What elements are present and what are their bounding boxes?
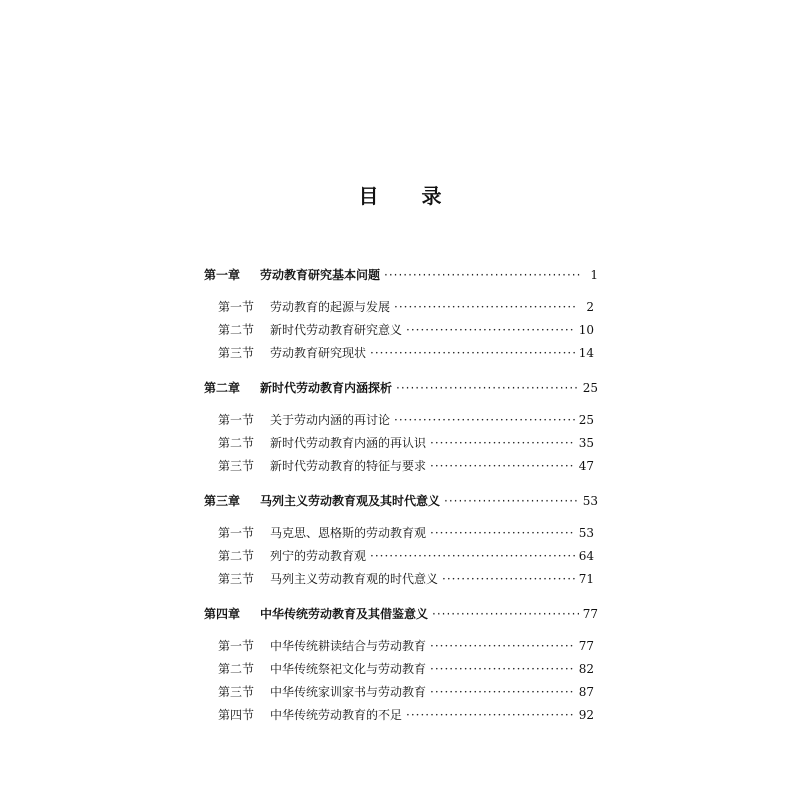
section-entry[interactable] [204, 432, 598, 455]
toc-list [204, 262, 598, 737]
dot-leader [394, 296, 576, 319]
section-title: 劳动教育的起源与发展 [270, 300, 391, 314]
dot-leader [444, 488, 579, 514]
section-title: 关于劳动内涵的再讨论 [270, 413, 391, 427]
page-number: 47 [578, 459, 594, 473]
page-number: 64 [578, 549, 594, 563]
section-label: 第二节 [218, 436, 255, 450]
section-label: 第二节 [218, 662, 255, 676]
section-title: 中华传统家训家书与劳动教育 [270, 685, 427, 699]
page-number: 71 [578, 572, 594, 586]
dot-leader [396, 375, 579, 401]
section-entry[interactable] [204, 296, 598, 319]
chapter-title: 中华传统劳动教育及其借鉴意义 [260, 607, 429, 621]
dot-leader [430, 432, 575, 455]
section-title: 中华传统劳动教育的不足 [270, 708, 403, 722]
section-entry[interactable] [204, 635, 598, 658]
section-entry[interactable] [204, 455, 598, 478]
section-entry[interactable] [204, 545, 598, 568]
chapter-label: 第三章 [204, 494, 241, 508]
section-label: 第三节 [218, 572, 255, 586]
section-title: 新时代劳动教育研究意义 [270, 323, 403, 337]
chapter-label: 第一章 [204, 268, 241, 282]
section-label: 第三节 [218, 685, 255, 699]
section-label: 第四节 [218, 708, 255, 722]
page-number: 2 [586, 300, 594, 314]
dot-leader [406, 704, 575, 727]
section-label: 第一节 [218, 639, 255, 653]
page-number: 10 [578, 323, 594, 337]
dot-leader [430, 522, 575, 545]
section-title: 劳动教育研究现状 [270, 346, 367, 360]
section-entry[interactable] [204, 522, 598, 545]
section-title: 列宁的劳动教育观 [270, 549, 367, 563]
page-number: 77 [578, 639, 594, 653]
dot-leader [430, 681, 575, 704]
page-number: 77 [582, 607, 598, 621]
section-entry[interactable] [204, 342, 598, 365]
section-label: 第二节 [218, 549, 255, 563]
section-title: 新时代劳动教育内涵的再认识 [270, 436, 427, 450]
page-number: 53 [578, 526, 594, 540]
page-number: 25 [582, 381, 598, 395]
page-number: 53 [582, 494, 598, 508]
section-entry[interactable] [204, 704, 598, 727]
section-list [204, 288, 598, 375]
chapter-entry[interactable] [204, 601, 598, 627]
section-title: 马列主义劳动教育观的时代意义 [270, 572, 439, 586]
dot-leader [384, 262, 580, 288]
dot-leader [430, 455, 575, 478]
section-entry[interactable] [204, 409, 598, 432]
section-label: 第二节 [218, 323, 255, 337]
section-title: 马克思、恩格斯的劳动教育观 [270, 526, 427, 540]
page-number: 92 [578, 708, 594, 722]
section-label: 第三节 [218, 459, 255, 473]
chapter-entry[interactable] [204, 375, 598, 401]
section-label: 第一节 [218, 300, 255, 314]
page-number: 25 [578, 413, 594, 427]
dot-leader [370, 545, 575, 568]
section-entry[interactable] [204, 319, 598, 342]
chapter-title: 新时代劳动教育内涵探析 [260, 381, 393, 395]
chapter-label: 第四章 [204, 607, 241, 621]
chapter-entry[interactable] [204, 262, 598, 288]
section-entry[interactable] [204, 681, 598, 704]
chapter-label: 第二章 [204, 381, 241, 395]
page-number: 1 [590, 268, 598, 282]
section-entry[interactable] [204, 568, 598, 591]
section-entry[interactable] [204, 658, 598, 681]
dot-leader [432, 601, 579, 627]
section-list [204, 627, 598, 737]
section-title: 中华传统祭祀文化与劳动教育 [270, 662, 427, 676]
dot-leader [430, 658, 575, 681]
dot-leader [430, 635, 575, 658]
page-number: 14 [578, 346, 594, 360]
page-number: 87 [578, 685, 594, 699]
section-list [204, 401, 598, 488]
section-label: 第三节 [218, 346, 255, 360]
dot-leader [442, 568, 575, 591]
section-title: 中华传统耕读结合与劳动教育 [270, 639, 427, 653]
chapter-title: 马列主义劳动教育观及其时代意义 [260, 494, 441, 508]
chapter-title: 劳动教育研究基本问题 [260, 268, 381, 282]
section-list [204, 514, 598, 601]
section-label: 第一节 [218, 413, 255, 427]
toc-title: 目 录 [358, 184, 460, 208]
page-number: 35 [578, 436, 594, 450]
section-title: 新时代劳动教育的特征与要求 [270, 459, 427, 473]
section-label: 第一节 [218, 526, 255, 540]
page-number: 82 [578, 662, 594, 676]
dot-leader [394, 409, 575, 432]
dot-leader [406, 319, 575, 342]
dot-leader [370, 342, 575, 365]
chapter-entry[interactable] [204, 488, 598, 514]
